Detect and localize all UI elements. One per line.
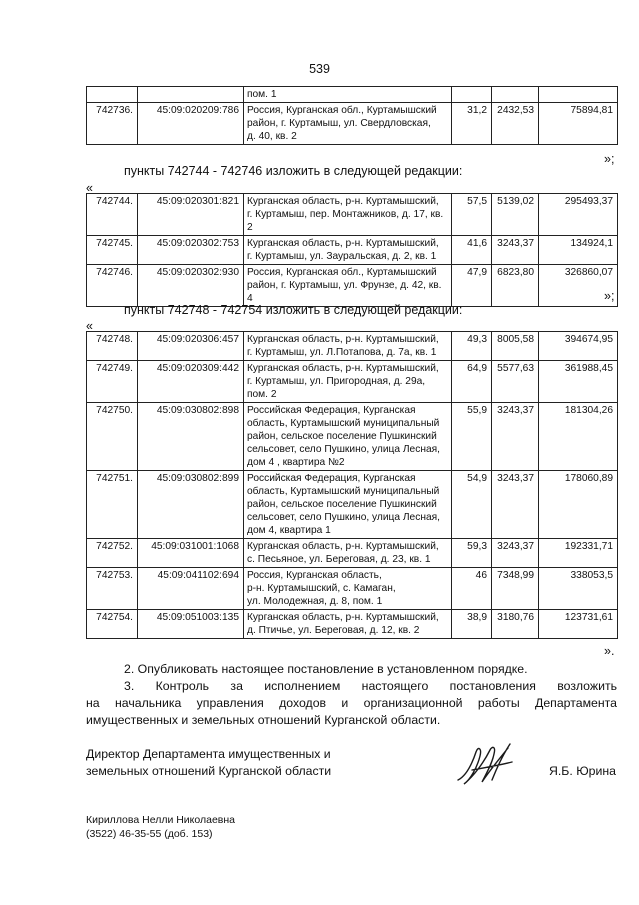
- price-per-sqm-cell: 3243,37: [492, 471, 539, 539]
- address-line: Курганская область, р-н. Куртамышский,: [247, 363, 439, 374]
- signatory-title-line: Директор Департамента имущественных и: [86, 747, 331, 761]
- registry-number-cell: 742750.: [87, 403, 138, 471]
- table-row: [87, 103, 618, 145]
- address-cell: [244, 361, 452, 403]
- area-cell: 57,5: [452, 194, 492, 236]
- property-table-742744-742746: [86, 193, 618, 307]
- address-line: дом 4 , квартира №2: [247, 457, 345, 468]
- cadastral-value-cell: 326860,07: [539, 265, 618, 307]
- address-line: Курганская область, р-н. Куртамышский,: [247, 196, 439, 207]
- executor-info: [86, 813, 235, 841]
- cadastral-value-cell: 338053,5: [539, 568, 618, 610]
- cadastral-number-cell: 45:09:030802:899: [138, 471, 244, 539]
- cadastral-value-cell: 295493,37: [539, 194, 618, 236]
- address-line: г. Куртамыш, ул. Л.Потапова, д. 7а, кв. 1: [247, 347, 437, 358]
- address-line: сельсовет, село Пушкино, улица Лесная,: [247, 512, 440, 523]
- registry-number-cell: 742744.: [87, 194, 138, 236]
- signatory-title-line: земельных отношений Курганской области: [86, 764, 332, 778]
- cadastral-value-cell: 192331,71: [539, 539, 618, 568]
- cadastral-number-cell: 45:09:020309:442: [138, 361, 244, 403]
- signatory-title: [86, 746, 331, 780]
- address-cell: [244, 236, 452, 265]
- item-2-text: 2. Опубликовать настоящее постановление в установленном порядке.: [124, 662, 528, 676]
- price-per-sqm-cell: 3180,76: [492, 610, 539, 639]
- address-line: область, Куртамышский муниципальный: [247, 486, 440, 497]
- address-cell: [244, 539, 452, 568]
- address-line: район, сельское поселение Пушкинский: [247, 431, 437, 442]
- registry-number-cell: 742753.: [87, 568, 138, 610]
- item-3-line-3: имущественных и земельных отношений Курганской области.: [86, 713, 441, 727]
- address-line: Россия, Курганская область,: [247, 570, 382, 581]
- address-cell: [244, 265, 452, 307]
- cadastral-number-cell: 45:09:020302:930: [138, 265, 244, 307]
- address-cell: [244, 87, 452, 103]
- registry-number-cell: 742736.: [87, 103, 138, 145]
- executor-name: Кириллова Нелли Николаевна: [86, 814, 236, 826]
- amendment-intro-1: пункты 742744 - 742746 изложить в следующей редакции:: [124, 164, 463, 178]
- cadastral-value-cell: 394674,95: [539, 332, 618, 361]
- opening-quote: «: [86, 181, 93, 195]
- address-cell: [244, 610, 452, 639]
- address-cell: [244, 103, 452, 145]
- price-per-sqm-cell: [492, 87, 539, 103]
- page-number: 539: [309, 62, 330, 76]
- address-cell: [244, 568, 452, 610]
- executor-phone: (3522) 46-35-55 (доб. 153): [86, 828, 213, 840]
- address-line: Курганская область, р-н. Куртамышский,: [247, 334, 439, 345]
- table-row: [87, 332, 618, 361]
- cadastral-number-cell: 45:09:020306:457: [138, 332, 244, 361]
- area-cell: [452, 87, 492, 103]
- price-per-sqm-cell: 3243,37: [492, 539, 539, 568]
- address-line: пом. 2: [247, 389, 277, 400]
- address-line: сельсовет, село Пушкино, улица Лесная,: [247, 444, 440, 455]
- address-line: Россия, Курганская обл., Куртамышский: [247, 105, 437, 116]
- address-line: р-н. Куртамышский, с. Камаган,: [247, 583, 396, 594]
- cadastral-number-cell: 45:09:051003:135: [138, 610, 244, 639]
- address-cell: [244, 332, 452, 361]
- property-table-742748-742754: [86, 331, 618, 639]
- area-cell: 47,9: [452, 265, 492, 307]
- table-row: [87, 539, 618, 568]
- closing-quote: ».: [604, 644, 615, 658]
- price-per-sqm-cell: 8005,58: [492, 332, 539, 361]
- closing-quote: »;: [604, 289, 615, 303]
- cadastral-number-cell: 45:09:030802:898: [138, 403, 244, 471]
- table-row: [87, 361, 618, 403]
- address-line: г. Куртамыш, ул. Пригородная, д. 29а,: [247, 376, 426, 387]
- cadastral-value-cell: 75894,81: [539, 103, 618, 145]
- address-line: Курганская область, р-н. Куртамышский,: [247, 238, 439, 249]
- registry-number-cell: 742754.: [87, 610, 138, 639]
- item-3-line-1: 3. Контроль за исполнением настоящего постановления возложить: [124, 679, 617, 693]
- address-line: дом 4, квартира 1: [247, 525, 331, 536]
- cadastral-number-cell: 45:09:031001:1068: [138, 539, 244, 568]
- address-line: г. Куртамыш, пер. Монтажников, д. 17, кв. 2: [247, 209, 444, 233]
- address-line: пом. 1: [247, 89, 277, 100]
- registry-number-cell: 742749.: [87, 361, 138, 403]
- area-cell: 59,3: [452, 539, 492, 568]
- address-line: область, Куртамышский муниципальный: [247, 418, 440, 429]
- address-cell: [244, 471, 452, 539]
- cadastral-value-cell: 361988,45: [539, 361, 618, 403]
- address-cell: [244, 403, 452, 471]
- address-line: д. Птичье, ул. Береговая, д. 12, кв. 2: [247, 625, 420, 636]
- handwritten-signature: [452, 740, 522, 788]
- signatory-name: Я.Б. Юрина: [549, 764, 616, 778]
- registry-number-cell: 742751.: [87, 471, 138, 539]
- area-cell: 31,2: [452, 103, 492, 145]
- registry-number-cell: 742748.: [87, 332, 138, 361]
- area-cell: 49,3: [452, 332, 492, 361]
- table-row: [87, 87, 618, 103]
- item-3-line-2: на начальника управления доходов и организационной работы Департамента: [86, 696, 617, 710]
- address-line: ул. Молодежная, д. 8, пом. 1: [247, 596, 383, 607]
- price-per-sqm-cell: 5577,63: [492, 361, 539, 403]
- table-row: [87, 236, 618, 265]
- cadastral-value-cell: 178060,89: [539, 471, 618, 539]
- address-line: Курганская область, р-н. Куртамышский,: [247, 541, 439, 552]
- area-cell: 46: [452, 568, 492, 610]
- cadastral-number-cell: 45:09:020302:753: [138, 236, 244, 265]
- address-line: Российская Федерация, Курганская: [247, 405, 416, 416]
- cadastral-number-cell: [138, 87, 244, 103]
- address-line: с. Песьяное, ул. Береговая, д. 23, кв. 1: [247, 554, 431, 565]
- cadastral-value-cell: 181304,26: [539, 403, 618, 471]
- opening-quote: «: [86, 319, 93, 333]
- table-row: [87, 403, 618, 471]
- area-cell: 64,9: [452, 361, 492, 403]
- address-line: район, сельское поселение Пушкинский: [247, 499, 437, 510]
- table-row: [87, 568, 618, 610]
- registry-number-cell: [87, 87, 138, 103]
- address-line: Российская Федерация, Курганская: [247, 473, 416, 484]
- area-cell: 41,6: [452, 236, 492, 265]
- address-line: район, г. Куртамыш, ул. Свердловская,: [247, 118, 431, 129]
- cadastral-value-cell: 134924,1: [539, 236, 618, 265]
- cadastral-number-cell: 45:09:020209:786: [138, 103, 244, 145]
- registry-number-cell: 742752.: [87, 539, 138, 568]
- address-line: район, г. Куртамыш, ул. Фрунзе, д. 42, кв. 4: [247, 280, 442, 304]
- cadastral-value-cell: 123731,61: [539, 610, 618, 639]
- cadastral-number-cell: 45:09:041102:694: [138, 568, 244, 610]
- property-table-continuation: [86, 86, 618, 145]
- address-line: Россия, Курганская обл., Куртамышский: [247, 267, 437, 278]
- area-cell: 38,9: [452, 610, 492, 639]
- price-per-sqm-cell: 7348,99: [492, 568, 539, 610]
- registry-number-cell: 742746.: [87, 265, 138, 307]
- amendment-intro-2: пункты 742748 - 742754 изложить в следующей редакции:: [124, 303, 463, 317]
- address-line: д. 40, кв. 2: [247, 131, 297, 142]
- price-per-sqm-cell: 6823,80: [492, 265, 539, 307]
- cadastral-number-cell: 45:09:020301:821: [138, 194, 244, 236]
- address-line: г. Куртамыш, ул. Зауральская, д. 2, кв. 1: [247, 251, 437, 262]
- area-cell: 54,9: [452, 471, 492, 539]
- table-row: [87, 194, 618, 236]
- address-line: Курганская область, р-н. Куртамышский,: [247, 612, 439, 623]
- cadastral-value-cell: [539, 87, 618, 103]
- address-cell: [244, 194, 452, 236]
- price-per-sqm-cell: 3243,37: [492, 403, 539, 471]
- area-cell: 55,9: [452, 403, 492, 471]
- price-per-sqm-cell: 5139,02: [492, 194, 539, 236]
- table-row: [87, 265, 618, 307]
- registry-number-cell: 742745.: [87, 236, 138, 265]
- price-per-sqm-cell: 3243,37: [492, 236, 539, 265]
- closing-quote: »;: [604, 152, 615, 166]
- table-row: [87, 471, 618, 539]
- price-per-sqm-cell: 2432,53: [492, 103, 539, 145]
- table-row: [87, 610, 618, 639]
